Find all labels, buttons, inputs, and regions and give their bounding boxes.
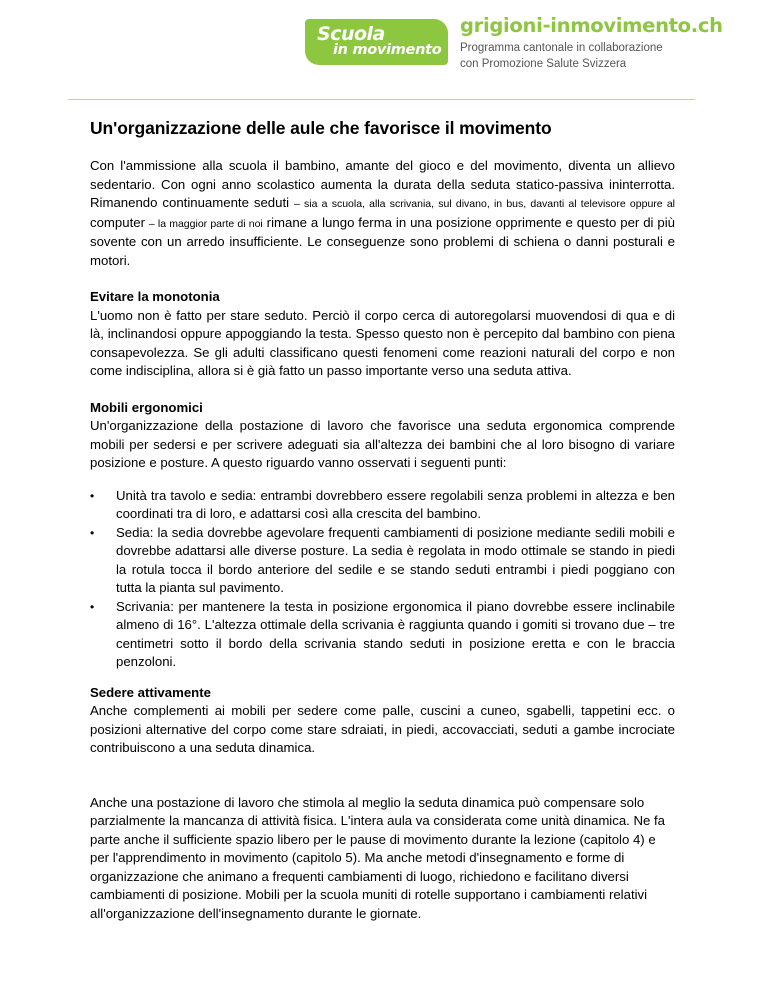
section-heading: Evitare la monotonia	[90, 289, 220, 304]
scuola-in-movimento-logo	[305, 19, 448, 65]
section-heading: Sedere attivamente	[90, 684, 211, 700]
brand-block	[460, 14, 723, 72]
section-sedere	[90, 684, 675, 758]
intro-aside-1: – sia a scuola, alla scrivania, sul divano, in bus, davanti al televisore oppure al	[294, 198, 676, 210]
document-title: Un'organizzazione delle aule che favorisce il movimento	[90, 118, 552, 138]
spacer	[90, 776, 675, 794]
page-header	[0, 0, 768, 100]
document-body	[90, 112, 675, 941]
brand-subtitle-line2: con Promozione Salute Svizzera	[460, 58, 627, 70]
logo-line1: Scuola	[317, 23, 385, 45]
section-text: Anche complementi ai mobili per sedere come palle, cuscini a cuneo, sgabelli, tappetini ecc. o posizioni alternative del corpo come stare sdraiati, in piedi, accovacciati, seduti a gambe incrociate contribuiscono a una seduta dinamica.	[90, 703, 675, 755]
intro-text-3: rimane a lungo ferma in una posizione opprimente e questo per di più sovente con un arredo insufficiente. Le conseguenze sono problemi di schiena o danni posturali e motori.	[90, 214, 675, 268]
list-item: • Sedia: la sedia dovrebbe agevolare frequenti cambiamenti di posizione mediante sedili mobili e dovrebbe adattarsi alle diverse posture. La sedia è regolata in modo ottimale se stando in piedi la rotula tocca il bordo anteriore del sedile e se stando seduti entrambi i piedi poggiano con tutta la pianta sul pavimento.	[116, 524, 675, 598]
intro-text-1: Con l'ammissione alla scuola il bambino, amante del gioco e del movimento, diventa un allievo sedentario. Con ogni anno scolastico aumenta la durata della seduta statico-passiva ininterrotta. Rimanendo continuamente seduti	[90, 158, 675, 210]
section-text: Un'organizzazione della postazione di lavoro che favorisce una seduta ergonomica comprende mobili per sedersi e per scrivere adeguati sia all'altezza dei bambini che al loro bisogno di variare posizione e posture. A questo riguardo vanno osservati i seguenti punti:	[90, 418, 675, 470]
brand-subtitle-line1: Programma cantonale in collaborazione	[460, 42, 663, 54]
section-heading: Mobili ergonomici	[90, 399, 203, 415]
section-mobili	[90, 399, 675, 473]
intro-text-2: computer	[90, 214, 149, 230]
intro-aside-2: – la maggior parte di noi	[148, 217, 263, 230]
closing-paragraph: Anche una postazione di lavoro che stimola al meglio la seduta dinamica può compensare solo parzialmente la mancanza di attività fisica. L'intera aula va considerata come unità dinamica. Ne fa parte anche il sufficiente spazio libero per le pause di movimento durante la lezione (capitolo 4) e per l'apprendimento in movimento (capitolo 5). Ma anche metodi d'insegnamento e forme di organizzazione che animano a frequenti cambiamenti di luogo, richiedono e facilitano diversi cambiamenti di posizione. Mobili per la scuola muniti di rotelle supportano i cambiamenti relativi all'organizzazione dell'insegnamento durante le giornate.	[90, 794, 666, 921]
site-name: grigioni-inmovimento.ch	[460, 14, 723, 37]
ergonomic-points-list	[90, 487, 675, 672]
section-text: L'uomo non è fatto per stare seduto. Perciò il corpo cerca di autoregolarsi muovendosi di qua e di là, inclinandosi oppure appoggiando la testa. Spesso questo non è percepito dal bambino con piena consapevolezza. Se gli adulti classificano questi fenomeni come reazioni naturali del corpo e non come indisciplina, allora si è già fatto un passo importante verso una seduta attiva.	[90, 307, 675, 378]
section-monotonia	[90, 288, 675, 381]
header-divider	[68, 99, 695, 100]
intro-paragraph	[90, 157, 675, 270]
brand-subtitle	[460, 40, 723, 72]
logo-line2: in movimento	[333, 42, 442, 58]
list-item: • Scrivania: per mantenere la testa in posizione ergonomica il piano dovrebbe essere inclinabile almeno di 16°. L'altezza ottimale della scrivania è raggiunta quando i gomiti si trovano due – tre centimetri sotto il bordo della scrivania stando seduti in posizione eretta e con le braccia penzoloni.	[116, 598, 675, 672]
list-item: • Unità tra tavolo e sedia: entrambi dovrebbero essere regolabili senza problemi in altezza e ben coordinati tra di loro, e adattarsi così alla crescita del bambino.	[116, 487, 675, 524]
